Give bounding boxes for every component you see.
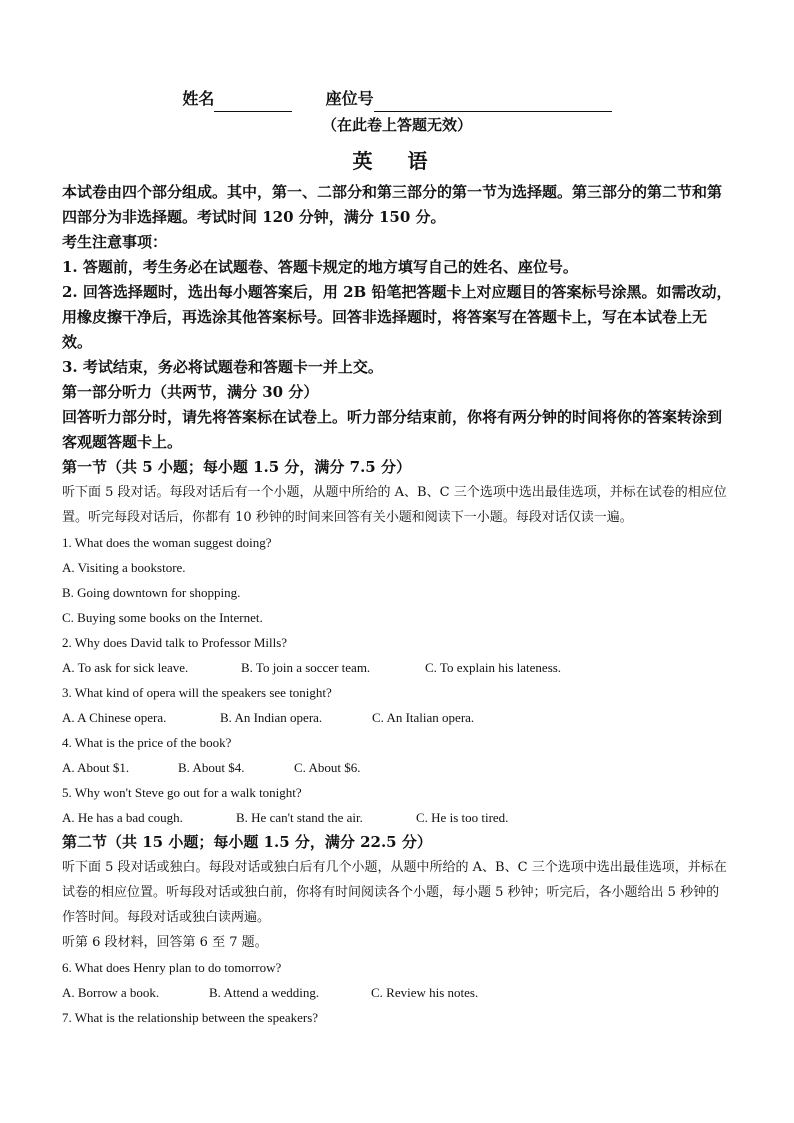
section1-instruction: 听下面 5 段对话。每段对话后有一个小题，从题中所给的 A、B、C 三个选项中选出最佳选项，并标在试卷的相应位置。听完每段对话后，你都有 10 秒钟的时间来回答有关小题和阅读下一小题。每段对话仅读一遍。 [62,485,727,525]
seat-label: 座位号 [325,89,374,108]
q6-options [62,980,732,1005]
name-blank [214,93,292,112]
q5-option-c: C. He is too tired. [416,810,509,825]
section1-title: 第一节（共 5 小题；每小题 1.5 分，满分 7.5 分） [62,458,411,476]
q5-options [62,805,732,830]
q3-option-b: B. An Indian opera. [220,710,323,725]
notice-title: 考生注意事项： [62,233,168,251]
question-3: 3. What kind of opera will the speakers see tonight? [62,685,332,700]
candidate-info-line [62,86,732,112]
section2-title: 第二节（共 15 小题；每小题 1.5 分，满分 22.5 分） [62,833,432,851]
q1-option-a: A. Visiting a bookstore. [62,560,186,575]
q3-option-a: A. A Chinese opera. [62,710,167,725]
name-label: 姓名 [182,89,215,108]
question-7: 7. What is the relationship between the speakers? [62,1010,319,1025]
material-6-note: 听第 6 段材料，回答第 6 至 7 题。 [62,935,268,950]
notice-item-2: 2. 回答选择题时，选出每小题答案后，用 2B 铅笔把答题卡上对应题目的答案标号涂黑。如需改动，用橡皮擦干净后，再选涂其他答案标号。回答非选择题时，将答案写在答题卡上，写在本试卷上无效。 [62,283,732,351]
q5-option-b: B. He can't stand the air. [236,810,363,825]
q5-option-a: A. He has a bad cough. [62,810,183,825]
q1-option-c: C. Buying some books on the Internet. [62,610,263,625]
q2-option-b: B. To join a soccer team. [241,660,371,675]
q4-options [62,755,732,780]
q4-option-c: C. About $6. [294,760,361,775]
q4-option-a: A. About $1. [62,760,130,775]
q6-option-a: A. Borrow a book. [62,985,160,1000]
exam-page [62,86,732,1030]
q6-option-c: C. Review his notes. [371,985,479,1000]
question-1: 1. What does the woman suggest doing? [62,535,272,550]
part1-instruction: 回答听力部分时，请先将答案标在试卷上。听力部分结束前，你将有两分钟的时间将你的答案转涂到客观题答题卡上。 [62,408,723,451]
question-2: 2. Why does David talk to Professor Mills? [62,635,288,650]
notice-item-3: 3. 考试结束，务必将试题卷和答题卡一并上交。 [62,358,383,376]
seat-blank [374,93,612,112]
part1-title: 第一部分听力（共两节，满分 30 分） [62,383,319,401]
invalid-answer-note: （在此卷上答题无效） [321,116,472,134]
notice-item-1: 1. 答题前，考生务必在试题卷、答题卡规定的地方填写自己的姓名、座位号。 [62,258,578,276]
question-6: 6. What does Henry plan to do tomorrow? [62,960,282,975]
q6-option-b: B. Attend a wedding. [209,985,320,1000]
q1-option-b: B. Going downtown for shopping. [62,585,241,600]
q3-option-c: C. An Italian opera. [372,710,475,725]
q4-option-b: B. About $4. [178,760,245,775]
section2-instruction: 听下面 5 段对话或独白。每段对话或独白后有几个小题，从题中所给的 A、B、C 三个选项中选出最佳选项，并标在试卷的相应位置。听每段对话或独白前，你将有时间阅读各个小题，每小题 5 秒钟；听完后，各小题给出 5 秒钟的作答时间。每段对话或独白读两遍。 [62,860,727,925]
question-4: 4. What is the price of the book? [62,735,232,750]
page-title: 英 语 [352,149,442,173]
q2-option-a: A. To ask for sick leave. [62,660,189,675]
q2-option-c: C. To explain his lateness. [425,660,562,675]
q2-options [62,655,732,680]
q3-options [62,705,732,730]
intro-paragraph: 本试卷由四个部分组成。其中，第一、二部分和第三部分的第一节为选择题。第三部分的第二节和第四部分为非选择题。考试时间 120 分钟，满分 150 分。 [62,183,723,226]
question-5: 5. Why won't Steve go out for a walk tonight? [62,785,302,800]
